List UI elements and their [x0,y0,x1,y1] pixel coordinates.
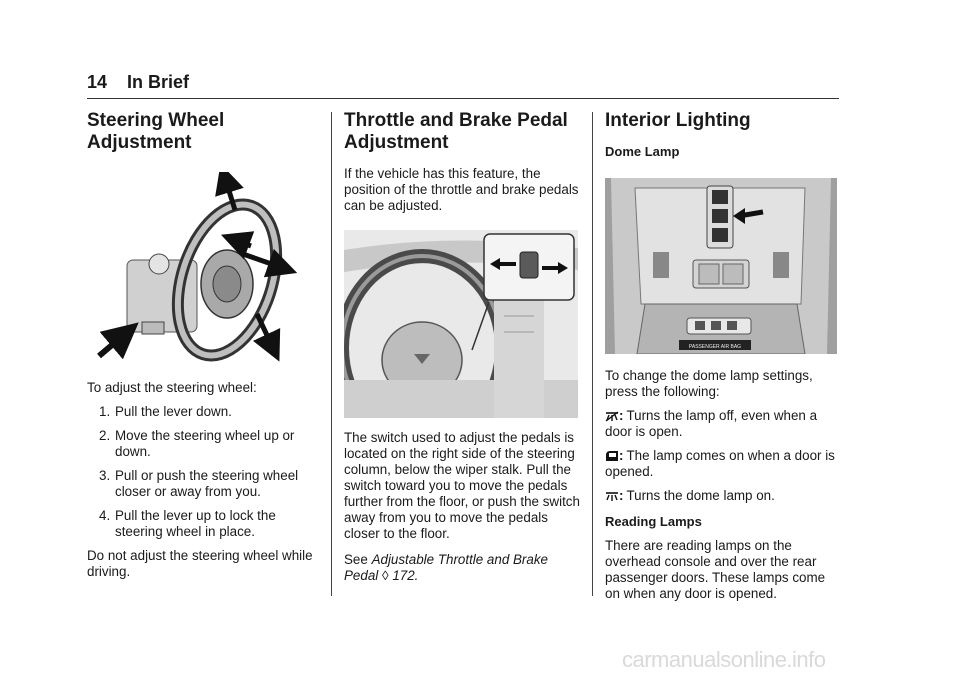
lamp-off-icon [605,408,619,423]
steering-intro: To adjust the steering wheel: [87,380,257,395]
reading-lamps-subheading: Reading Lamps [605,514,702,529]
page-number: 14 [87,72,108,92]
steering-steps [87,404,319,540]
reference-link[interactable]: Adjustable Throttle and Brake [371,552,548,567]
airbag-label: PASSENGER AIR BAG [688,344,742,350]
dome-option-on: : Turns the dome lamp on. [605,488,839,504]
list-item: 1. Pull the lever down. [99,404,232,419]
steering-warning: Do not adjust the steering wheel while driving. [87,548,313,579]
door-lamp-icon [605,448,619,463]
reading-lamps-body: There are reading lamps on the overhead console and over the rear passenger doors. These lamps come on when any door is opened. [605,538,826,601]
list-item: 2. Move the steering wheel up or down. [99,428,295,459]
header-rule [87,98,839,99]
pedal-adjustment-column [344,110,580,584]
pedal-body: The switch used to adjust the pedals is located on the right side of the steering column, below the wiper stalk. Pull the switch toward you to move the pedals further from the floor, or push the switch away from you to move the pedals closer to the floor. [344,430,580,541]
dome-option-door: : The lamp comes on when a door is opened. [605,448,835,479]
column-divider [592,112,593,596]
steering-wheel-column [87,110,319,580]
section-title: In Brief [127,72,190,92]
page-reference[interactable]: 172. [392,568,419,583]
dome-option-off: : Turns the lamp off, even when a door is open. [605,408,818,439]
list-item: 3. Pull or push the steering wheel closer or away from you. [99,468,299,499]
pedal-see-reference: See Adjustable Throttle and Brake Pedal ◊ 172. [344,552,548,583]
dome-intro: To change the dome lamp settings, press the following: [605,368,813,399]
interior-lighting-heading: Interior Lighting [605,110,751,131]
list-item: 4. Pull the lever up to lock the steering wheel in place. [99,508,276,539]
watermark: carmanualsonline.info [622,647,826,672]
overhead-console-illustration [605,178,837,354]
column-divider [331,112,332,596]
steering-wheel-illustration [87,172,297,362]
page-header [87,70,839,100]
lamp-on-icon [605,488,619,503]
pedal-intro: If the vehicle has this feature, the position of the throttle and brake pedals can be adjusted. [344,166,579,213]
interior-lighting-column [605,110,839,602]
dome-lamp-subheading: Dome Lamp [605,144,680,159]
pedal-switch-illustration [344,230,578,418]
page-ref-icon: ◊ [381,568,389,583]
steering-wheel-heading: Steering Wheel Adjustment [87,110,225,153]
reference-link[interactable]: Pedal [344,568,379,583]
pedal-heading: Throttle and Brake Pedal Adjustment [344,110,568,153]
